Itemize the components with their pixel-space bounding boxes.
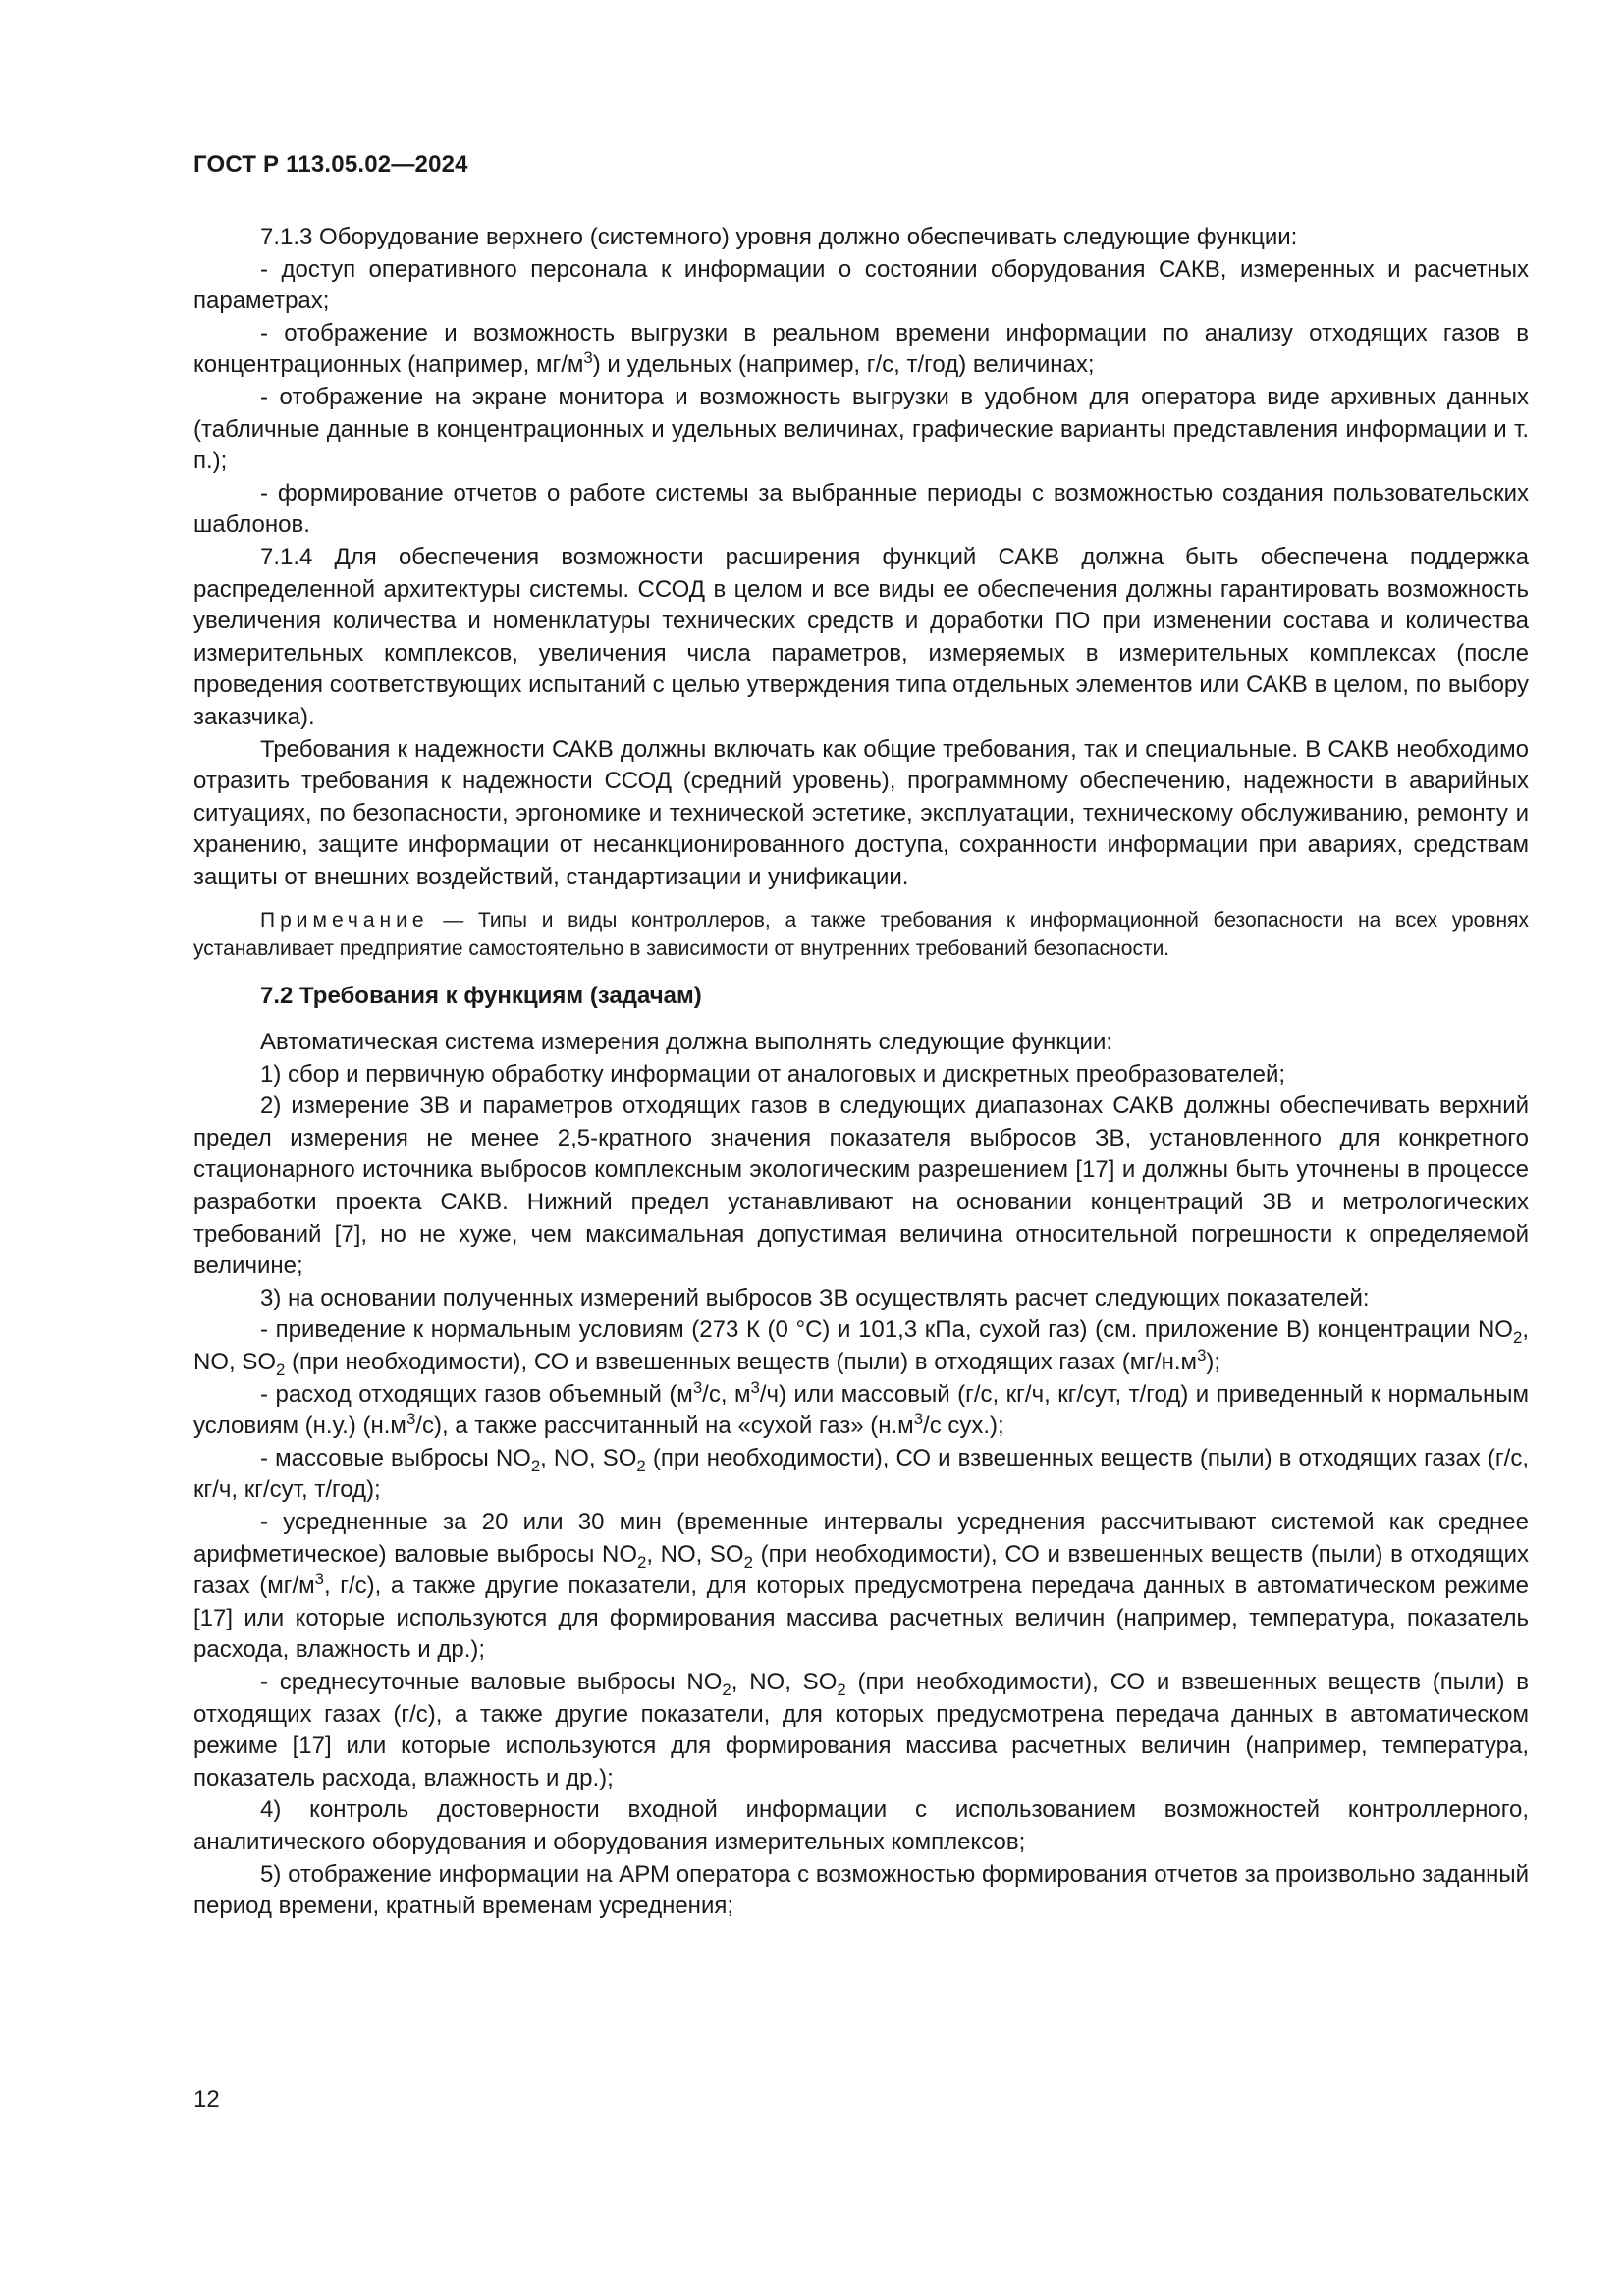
superscript: 3 [406, 1410, 416, 1429]
note-label: Примечание [260, 909, 429, 933]
document-body [193, 222, 1529, 1923]
text-run: , NO, SO [540, 1444, 637, 1471]
text-run: /ч) или массовый (г/с, кг/ч, кг/сут, т/год) и приведенный к нормальным условиям (н.у.) (н.м [193, 1380, 1529, 1440]
list-item-5: 5) отображение информации на АРМ оператора с возможностью формирования отчетов за произвольно заданный период времени, кратный временам усреднения; [193, 1860, 1529, 1920]
text-run: , NO, SO [646, 1540, 744, 1568]
text-run: /с сух.); [923, 1413, 1004, 1440]
superscript: 3 [314, 1570, 324, 1589]
superscript: 3 [913, 1410, 924, 1429]
note [193, 906, 1529, 963]
text-run: , NO, SO [731, 1668, 838, 1695]
subscript: 2 [743, 1552, 753, 1572]
page-number: 12 [193, 2086, 220, 2112]
document-code-header: ГОСТ Р 113.05.02—2024 [193, 151, 468, 178]
section-heading-7-2: 7.2 Требования к функциям (задачам) [260, 983, 702, 1010]
paragraph-reliability: Требования к надежности САКВ должны включать как общие требования, так и специальные. В САКВ необходимо отразить требования к надежности ССОД (средний уровень), программному обеспечению, надежности в аварийных ситуациях, по безопасности, эргономике и технической эстетике, эксплуатации, техническому обслуживанию, ремонту и хранению, защите информации от несанкционированного доступа, сохранности информации при авариях, средствам защиты от внешних воздействий, стандартизации и унификации. [193, 735, 1529, 890]
list-item-1: 1) сбор и первичную обработку информации от аналоговых и дискретных преобразователей; [260, 1060, 1286, 1088]
sub-item-daily-emissions [193, 1667, 1529, 1794]
paragraph-7-1-4: 7.1.4 Для обеспечения возможности расширения функций САКВ должна быть обеспечена поддержка распределенной архитектуры системы. ССОД в целом и все виды ее обеспечения должны гарантировать возможность увеличения количества и номенклатуры технических средств и доработки ПО при изменении состава и количества измерительных комплексов, увеличения числа параметров, измеряемых в измерительных комплексах (после проведения соответствующих испытаний с целью утверждения типа отдельных элементов или САКВ в целом, по выбору заказчика). [193, 543, 1529, 730]
list-item-realtime-export [193, 318, 1529, 382]
note-text: — Типы и виды контроллеров, а также требования к информационной безопасности на всех уровнях устанавливает предприятие самостоятельно в зависимости от внутренних требований безопасности. [193, 909, 1529, 961]
superscript: 3 [692, 1377, 703, 1397]
sub-item-gas-flow [193, 1379, 1529, 1443]
list-item-operator-access: - доступ оперативного персонала к информации о состоянии оборудования САКВ, измеренных и расчетных параметрах; [193, 255, 1529, 315]
text-run: (при необходимости), СО и взвешенных веществ (пыли) в отходящих газах (г/с), а также другие показатели, для которых предусмотрена передача данных в автоматическом режиме [17] или которые используются для формирования массива расчетных величин (например, температура, показатель расхода, влажность и др.); [193, 1668, 1529, 1791]
sub-item-normalization [193, 1314, 1529, 1378]
text-run: (при необходимости), СО и взвешенных веществ (пыли) в отходящих газах (г/с, кг/ч, кг/сут, т/год); [193, 1444, 1529, 1504]
text-run: , NO, SO [193, 1316, 1529, 1375]
subscript: 2 [636, 1552, 647, 1572]
superscript: 3 [583, 348, 593, 368]
list-item-reports: - формирование отчетов о работе системы за выбранные периоды с возможностью создания пользовательских шаблонов. [193, 479, 1529, 539]
superscript: 3 [1197, 1346, 1207, 1364]
sub-item-mass-emissions [193, 1443, 1529, 1507]
text-run: ); [1206, 1349, 1221, 1375]
text-run: - отображение и возможность выгрузки в реальном времени информации по анализу отходящих газов в концентрационных (например, мг/м [193, 319, 1529, 379]
list-item-2: 2) измерение ЗВ и параметров отходящих газов в следующих диапазонах САКВ должны обеспечивать верхний предел измерения не менее 2,5-кратного значения показателя выбросов ЗВ, установленного для конкретного стационарного источника выбросов комплексным экологическим разрешением [17] и должны быть уточнены в процессе разработки проекта САКВ. Нижний предел устанавливают на основании концентраций ЗВ и метрологических требований [7], но не хуже, чем максимальная допустимая величина относительной погрешности к определяемой величине; [193, 1093, 1529, 1280]
paragraph-functions-intro: Автоматическая система измерения должна выполнять следующие функции: [260, 1029, 1113, 1056]
text-run: - усредненные за 20 или 30 мин (временные интервалы усреднения рассчитывают системой как среднее арифметическое) валовые выбросы NO [193, 1508, 1529, 1568]
subscript: 2 [1512, 1328, 1523, 1348]
superscript: 3 [750, 1377, 760, 1397]
text-run: (при необходимости), СО и взвешенных веществ (пыли) в отходящих газах (мг/н.м [285, 1349, 1198, 1375]
text-run: - среднесуточные валовые выбросы NO [260, 1668, 723, 1695]
text-run: , г/с), а также другие показатели, для которых предусмотрена передача данных в автоматическом режиме [17] или которые используются для формирования массива расчетных величин (например, температура, показатель расхода, влажность и др.); [193, 1573, 1529, 1664]
subscript: 2 [636, 1456, 646, 1475]
text-run: - массовые выбросы NO [260, 1444, 531, 1471]
list-item-archive-display: - отображение на экране монитора и возможность выгрузки в удобном для оператора виде архивных данных (табличные данные в концентрационных и удельных величинах, графические варианты представления информации и т. п.); [193, 383, 1529, 475]
subscript: 2 [837, 1680, 846, 1699]
text-run: /с), а также рассчитанный на «сухой газ» (н.м [415, 1413, 914, 1440]
sub-item-averaged-emissions [193, 1507, 1529, 1667]
text-run: - приведение к нормальным условиям (273 К (0 °С) и 101,3 кПа, сухой газ) (см. приложение В) концентрации NO [260, 1316, 1513, 1344]
list-item-3: 3) на основании полученных измерений выбросов ЗВ осуществлять расчет следующих показателей: [260, 1284, 1370, 1311]
subscript: 2 [276, 1360, 286, 1379]
text-run: (при необходимости), СО и взвешенных веществ (пыли) в отходящих газах (мг/м [193, 1540, 1529, 1600]
text-run: ) и удельных (например, г/с, т/год) величинах; [592, 351, 1095, 379]
subscript: 2 [722, 1680, 731, 1699]
text-run: - расход отходящих газов объемный (м [260, 1380, 693, 1408]
text-run: /с, м [702, 1380, 751, 1408]
list-item-4: 4) контроль достоверности входной информации с использованием возможностей контроллерного, аналитического оборудования и оборудования измерительных комплексов; [193, 1796, 1529, 1855]
subscript: 2 [530, 1456, 541, 1475]
paragraph-7-1-3: 7.1.3 Оборудование верхнего (системного) уровня должно обеспечивать следующие функции: [260, 224, 1298, 250]
